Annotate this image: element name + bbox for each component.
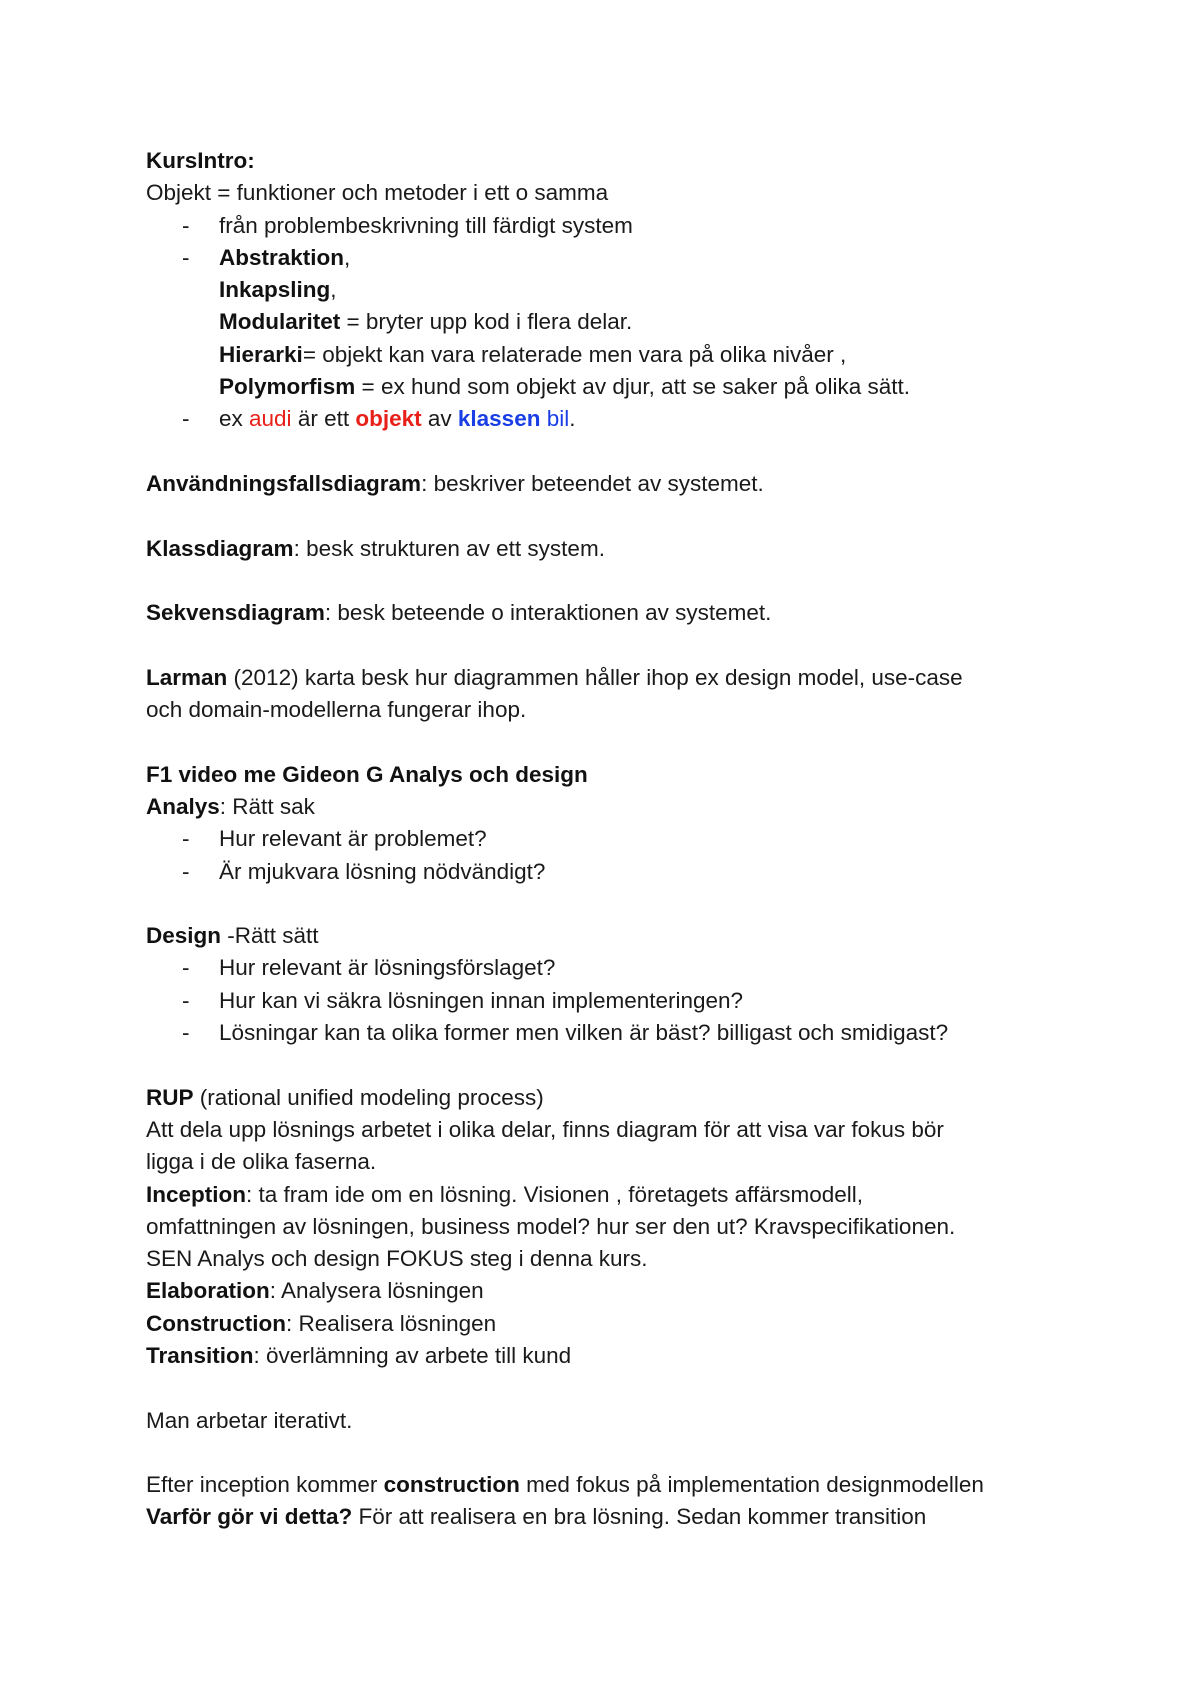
- sekv-paragraph: [146, 597, 1106, 629]
- bullet-item: [146, 823, 1106, 855]
- term-modularitet: Modularitet: [219, 309, 341, 335]
- text: .: [569, 406, 576, 432]
- paragraph-text: : Rätt sak: [219, 793, 315, 819]
- f1-title: F1 video me Gideon G Analys och design: [146, 761, 588, 787]
- term-sekv: Sekvensdiagram: [146, 600, 325, 626]
- paragraph-text: För att realisera en bra lösning. Sedan kommer transition: [352, 1504, 927, 1530]
- paragraph-text: : beskriver beteendet av systemet.: [421, 470, 764, 496]
- bullet-dash: -: [182, 212, 190, 238]
- efter-line: [146, 1469, 1106, 1501]
- objekt-definition: Objekt = funktioner och metoder i ett o samma: [146, 180, 609, 206]
- bullet-dash: -: [182, 987, 190, 1013]
- kursintro-title: KursIntro:: [146, 148, 255, 173]
- term-larman: Larman: [146, 664, 228, 690]
- bullet-text: från problembeskrivning till färdigt system: [219, 212, 633, 238]
- larman-line2: och domain-modellerna fungerar ihop.: [146, 697, 527, 723]
- rup-desc-line2: ligga i de olika faserna.: [146, 1149, 377, 1175]
- paragraph-text: -Rätt sätt: [221, 923, 319, 949]
- spacer: [146, 565, 1106, 597]
- anv-paragraph: [146, 468, 1106, 500]
- rup-desc-line1: Att dela upp lösnings arbetet i olika delar, finns diagram för att visa var fokus bör: [146, 1116, 944, 1142]
- bullet-item: [146, 952, 1106, 984]
- paragraph-text: : ta fram ide om en lösning. Visionen , företagets affärsmodell,: [246, 1181, 864, 1207]
- bullet-dash: -: [182, 858, 190, 884]
- bullet-dash: -: [182, 1020, 190, 1046]
- concept-line: [146, 274, 1106, 306]
- concept-text: = bryter upp kod i flera delar.: [340, 309, 633, 335]
- example-klassen: klassen: [457, 406, 541, 432]
- spacer: [146, 726, 1106, 758]
- spacer: [146, 1372, 1106, 1404]
- text: av: [421, 406, 458, 432]
- bullet-item: [146, 403, 1106, 435]
- kursintro-heading: [146, 145, 1106, 177]
- bullet-dash: -: [182, 955, 190, 981]
- inception-line: [146, 1179, 1106, 1211]
- term-abstraktion: Abstraktion: [219, 244, 345, 270]
- elaboration-line: [146, 1275, 1106, 1307]
- concept-line: [146, 339, 1106, 371]
- spacer: [146, 500, 1106, 532]
- bullet-dash: -: [182, 406, 190, 432]
- bullet-text: Lösningar kan ta olika former men vilken är bäst? billigast och smidigast?: [219, 1020, 949, 1046]
- bullet-text: Hur relevant är lösningsförslaget?: [219, 955, 556, 981]
- term-inception: Inception: [146, 1181, 246, 1207]
- concept-line: [146, 306, 1106, 338]
- bullet-item: [146, 242, 1106, 274]
- spacer: [146, 436, 1106, 468]
- term-elaboration: Elaboration: [146, 1278, 270, 1304]
- bullet-dash: -: [182, 826, 190, 852]
- term-analys: Analys: [146, 793, 220, 819]
- term-varfor: Varför gör vi detta?: [146, 1504, 353, 1530]
- example-audi: audi: [249, 406, 292, 432]
- iterativ-line: Man arbetar iterativt.: [146, 1407, 353, 1433]
- example-bil: bil: [546, 406, 570, 432]
- term-polymorfism: Polymorfism: [219, 374, 356, 400]
- bullet-text: Hur relevant är problemet?: [219, 826, 487, 852]
- term-rup: RUP: [146, 1084, 194, 1110]
- paragraph-text: med fokus på implementation designmodellen: [519, 1472, 984, 1498]
- inception-line3: SEN Analys och design FOKUS steg i denna kurs.: [146, 1246, 648, 1272]
- paragraph-text: : Analysera lösningen: [269, 1278, 484, 1304]
- term-design: Design: [146, 923, 222, 949]
- comma: ,: [330, 277, 337, 303]
- text: är ett: [291, 406, 356, 432]
- design-line: [146, 920, 1106, 952]
- spacer: [146, 629, 1106, 661]
- paragraph-text: : Realisera lösningen: [286, 1310, 497, 1336]
- larman-paragraph: [146, 662, 1106, 694]
- term-klass: Klassdiagram: [146, 535, 294, 561]
- bullet-item: [146, 210, 1106, 242]
- varfor-line: [146, 1501, 1106, 1533]
- construction-line: [146, 1308, 1106, 1340]
- transition-line: [146, 1340, 1106, 1372]
- klass-paragraph: [146, 533, 1106, 565]
- concept-text: = ex hund som objekt av djur, att se saker på olika sätt.: [355, 374, 910, 400]
- term-anv: Användningsfallsdiagram: [146, 470, 422, 496]
- bullet-item: [146, 985, 1106, 1017]
- term-transition: Transition: [146, 1342, 254, 1368]
- bullet-text: Är mjukvara lösning nödvändigt?: [219, 858, 546, 884]
- example-objekt: objekt: [355, 406, 422, 432]
- spacer: [146, 888, 1106, 920]
- inception-line2: omfattningen av lösningen, business model? hur ser den ut? Kravspecifikationen.: [146, 1213, 956, 1239]
- comma: ,: [344, 244, 351, 270]
- f1-heading: [146, 759, 1106, 791]
- bullet-text: Hur kan vi säkra lösningen innan implementeringen?: [219, 987, 744, 1013]
- bullet-item: [146, 856, 1106, 888]
- bullet-item: [146, 1017, 1106, 1049]
- term-construction: Construction: [146, 1310, 286, 1336]
- paragraph-text: Efter inception kommer: [146, 1472, 384, 1498]
- paragraph-text: : överlämning av arbete till kund: [253, 1342, 572, 1368]
- paragraph-text: : besk beteende o interaktionen av systemet.: [324, 600, 772, 626]
- concept-text: = objekt kan vara relaterade men vara på olika nivåer ,: [302, 341, 847, 367]
- document-page: [146, 145, 1106, 1534]
- spacer: [146, 1049, 1106, 1081]
- term-hierarki: Hierarki: [219, 341, 303, 367]
- term-construction-inline: construction: [383, 1472, 520, 1498]
- concept-line: [146, 371, 1106, 403]
- text: ex: [219, 406, 250, 432]
- term-inkapsling: Inkapsling: [219, 277, 331, 303]
- bullet-dash: -: [182, 244, 190, 270]
- rup-line: [146, 1082, 1106, 1114]
- analys-line: [146, 791, 1106, 823]
- paragraph-text: : besk strukturen av ett system.: [293, 535, 605, 561]
- paragraph-text: (rational unified modeling process): [193, 1084, 544, 1110]
- paragraph-text: (2012) karta besk hur diagrammen håller ihop ex design model, use-case: [227, 664, 963, 690]
- spacer: [146, 1437, 1106, 1469]
